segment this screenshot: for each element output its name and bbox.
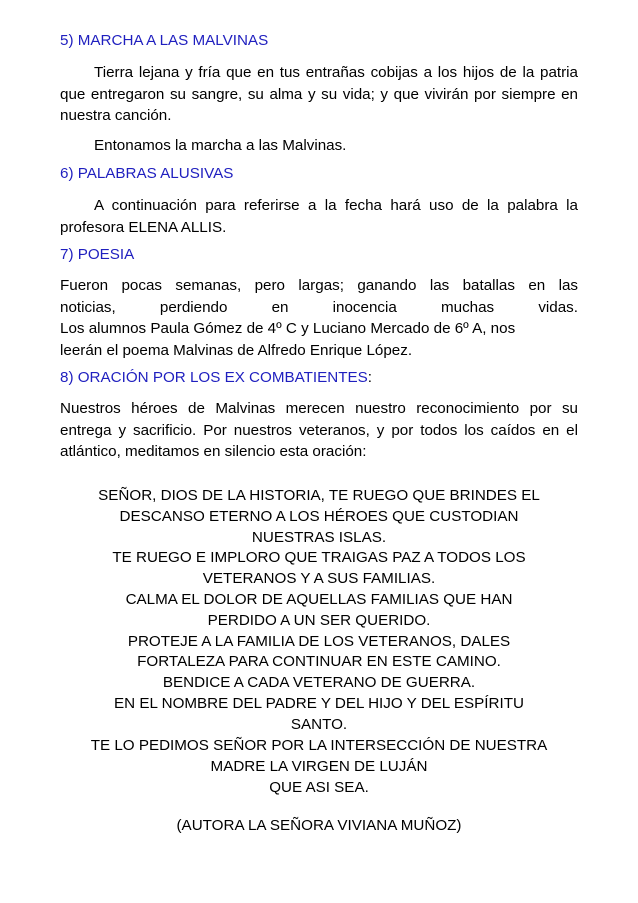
section-heading-poesia: 7) POESIA <box>60 246 135 263</box>
poesia-line: Fueron pocas semanas, pero largas; ganando las batallas en las <box>60 277 578 294</box>
section-heading-marcha: 5) MARCHA A LAS MALVINAS <box>60 32 269 49</box>
prayer-line: TE RUEGO E IMPLORO QUE TRAIGAS PAZ A TODOS LOS <box>112 549 526 567</box>
prayer-line: PERDIDO A UN SER QUERIDO. <box>207 611 431 629</box>
prayer-line: SEÑOR, DIOS DE LA HISTORIA, TE RUEGO QUE BRINDES EL <box>98 487 540 504</box>
poesia-line: leerán el poema Malvinas de Alfredo Enrique López. <box>60 341 413 359</box>
prayer-line: TE LO PEDIMOS SEÑOR POR LA INTERSECCIÓN DE NUESTRA <box>90 737 548 754</box>
prayer-author: (AUTORA LA SEÑORA VIVIANA MUÑOZ) <box>176 817 462 834</box>
section-heading-colon: : <box>367 369 372 386</box>
prayer-line: EN EL NOMBRE DEL PADRE Y DEL HIJO Y DEL ESPÍRITU <box>114 694 524 712</box>
section-paragraph-marcha: Tierra lejana y fría que en tus entrañas cobijas a los hijos de la patria que entregaron su sangre, su alma y su vida; y que vivirán por siempre en nuestra canción. <box>60 64 578 124</box>
section-paragraph-palabras: A continuación para referirse a la fecha hará uso de la palabra la profesora ELENA ALLIS. <box>60 197 578 236</box>
prayer-closing <box>50 736 588 798</box>
prayer-line: MADRE LA VIRGEN DE LUJÁN <box>210 757 428 775</box>
section-heading-oracion-text: 8) ORACIÓN POR LOS EX COMBATIENTES <box>60 369 368 386</box>
section-heading-palabras: 6) PALABRAS ALUSIVAS <box>60 165 234 182</box>
prayer-line: VETERANOS Y A SUS FAMILIAS. <box>202 570 436 588</box>
prayer-line: SANTO. <box>290 715 348 733</box>
prayer-line: CALMA EL DOLOR DE AQUELLAS FAMILIAS QUE HAN <box>125 590 513 608</box>
section-paragraph-oracion: Nuestros héroes de Malvinas merecen nuestro reconocimiento por su entrega y sacrificio. Por nuestros veteranos, y por todos los caídos en el atlántico, meditamos en silencio esta oración: <box>60 400 578 460</box>
prayer-line: NUESTRAS ISLAS. <box>251 528 387 546</box>
prayer-block <box>55 486 583 736</box>
prayer-line: BENDICE A CADA VETERANO DE GUERRA. <box>162 674 476 692</box>
poesia-line: noticias, perdiendo en inocencia muchas vidas. <box>60 298 578 316</box>
prayer-line: DESCANSO ETERNO A LOS HÉROES QUE CUSTODIAN <box>119 507 519 525</box>
section-heading-oracion <box>60 367 578 389</box>
prayer-line: FORTALEZA PARA CONTINUAR EN ESTE CAMINO. <box>137 653 501 671</box>
prayer-line: QUE ASI SEA. <box>269 778 369 796</box>
section-paragraph-entonamos: Entonamos la marcha a las Malvinas. <box>94 137 347 154</box>
section-paragraph-poesia <box>60 275 578 361</box>
poesia-line: Los alumnos Paula Gómez de 4º C y Luciano Mercado de 6º A, nos <box>60 320 516 337</box>
prayer-line: PROTEJE A LA FAMILIA DE LOS VETERANOS, DALES <box>127 632 511 650</box>
